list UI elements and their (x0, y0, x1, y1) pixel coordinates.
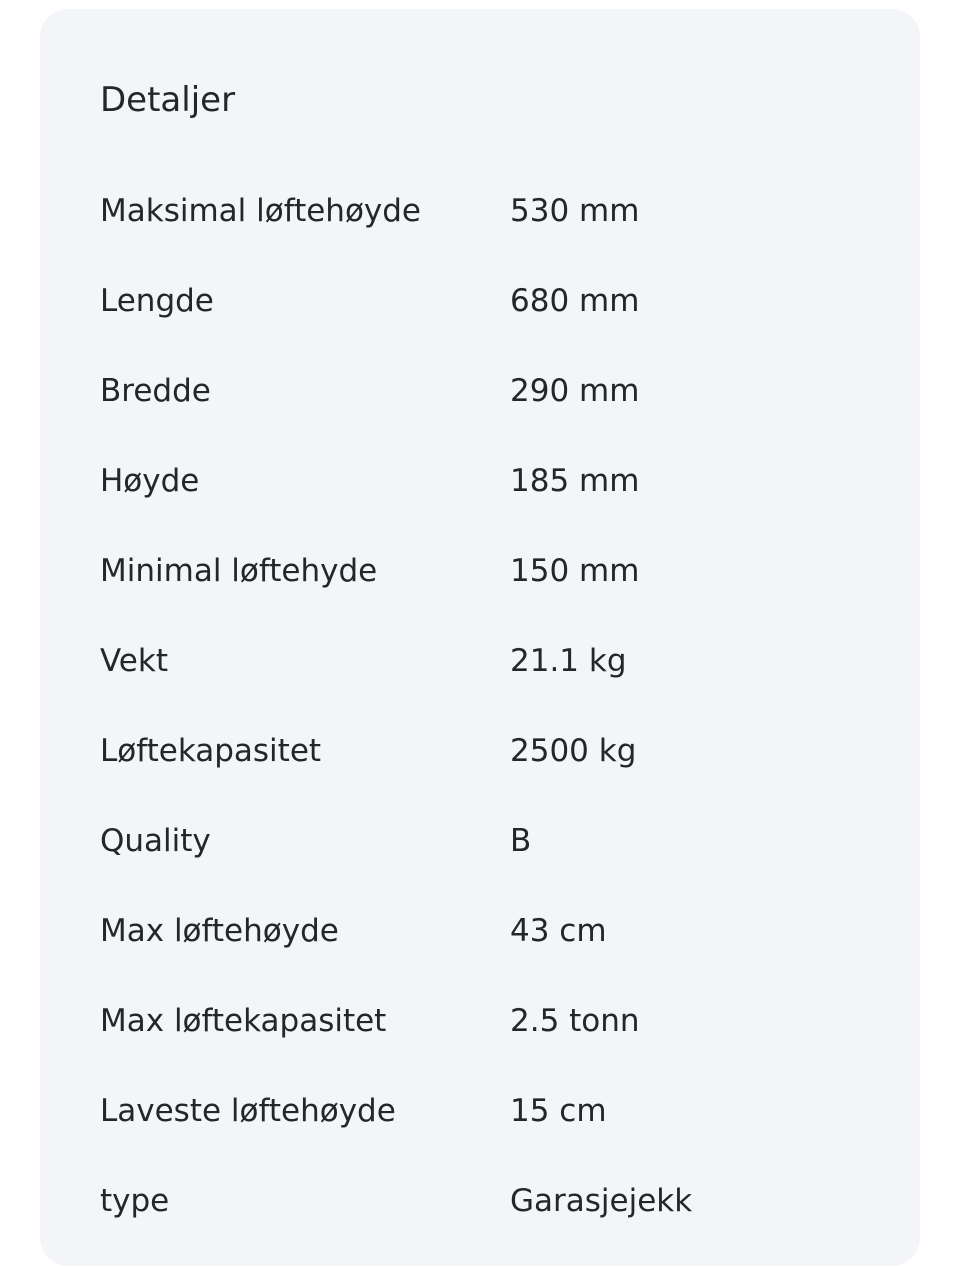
detail-row-max-lift-height-cm (100, 886, 860, 976)
details-list (100, 166, 860, 1246)
detail-row-lowest-lift-height (100, 1066, 860, 1156)
detail-row-max-lift-height (100, 166, 860, 256)
detail-label: Høyde (100, 463, 200, 499)
detail-value: 43 cm (510, 913, 607, 949)
detail-value: 150 mm (510, 553, 640, 589)
detail-label: Vekt (100, 643, 168, 679)
detail-row-length (100, 256, 860, 346)
detail-label: Max løftehøyde (100, 913, 339, 949)
detail-value: 2500 kg (510, 733, 637, 769)
detail-label: Bredde (100, 373, 211, 409)
details-card (40, 9, 920, 1266)
detail-label: Quality (100, 823, 211, 859)
detail-label: Minimal løftehyde (100, 553, 378, 589)
detail-row-lift-capacity (100, 706, 860, 796)
detail-value: 21.1 kg (510, 643, 627, 679)
detail-row-weight (100, 616, 860, 706)
detail-row-min-lift-height (100, 526, 860, 616)
detail-label: type (100, 1183, 170, 1219)
detail-label: Lengde (100, 283, 214, 319)
detail-label: Maksimal løftehøyde (100, 193, 422, 229)
details-title: Detaljer (100, 80, 236, 120)
detail-value: 290 mm (510, 373, 640, 409)
detail-value: 15 cm (510, 1093, 607, 1129)
detail-value: 185 mm (510, 463, 640, 499)
detail-label: Løftekapasitet (100, 733, 322, 769)
detail-row-quality (100, 796, 860, 886)
detail-row-max-lift-capacity (100, 976, 860, 1066)
detail-label: Max løftekapasitet (100, 1003, 387, 1039)
detail-row-height (100, 436, 860, 526)
detail-value: 530 mm (510, 193, 640, 229)
detail-row-width (100, 346, 860, 436)
detail-row-type (100, 1156, 860, 1246)
detail-value: B (510, 823, 532, 859)
detail-value: Garasjejekk (510, 1183, 693, 1219)
detail-value: 680 mm (510, 283, 640, 319)
detail-value: 2.5 tonn (510, 1003, 640, 1039)
detail-label: Laveste løftehøyde (100, 1093, 396, 1129)
